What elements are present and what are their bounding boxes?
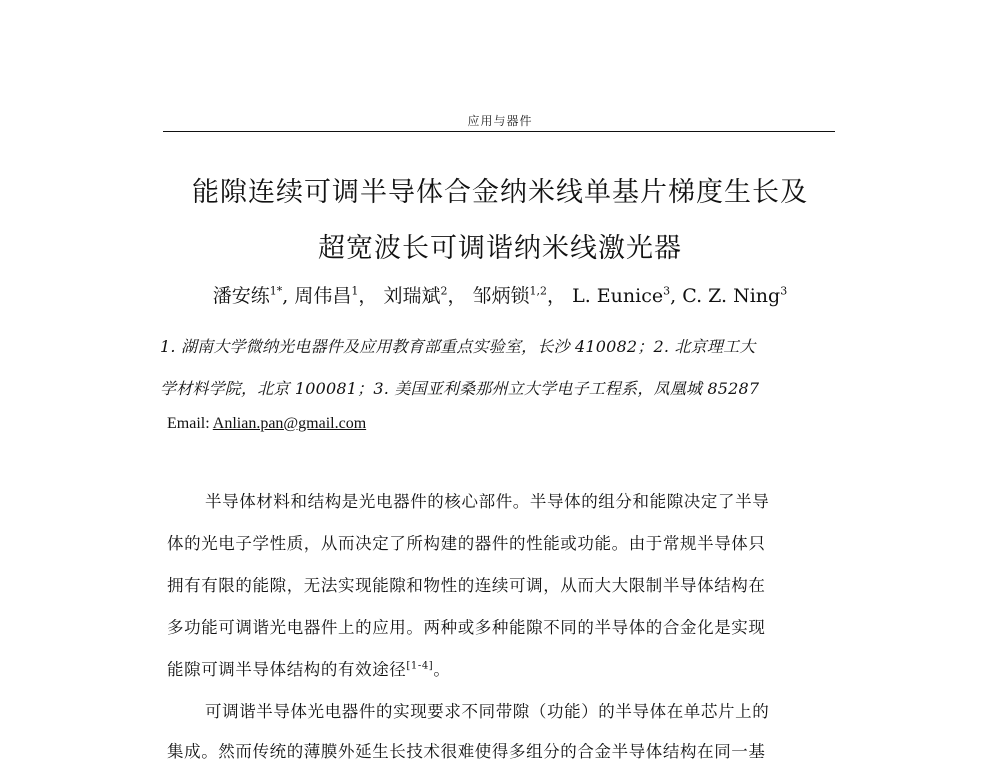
- author-affil-mark: 1*: [269, 284, 283, 298]
- email-line: [167, 415, 366, 433]
- author-name: 周伟昌: [294, 285, 352, 307]
- author-name: 刘瑞斌: [383, 285, 441, 307]
- body-text: 能隙可调半导体结构的有效途径: [167, 660, 407, 679]
- title-line-2: 超宽波长可调谐纳米线激光器: [318, 233, 682, 264]
- citation-ref: [1-4]: [406, 660, 434, 672]
- author-name: 潘安练: [212, 285, 270, 307]
- author-affil-mark: 3: [780, 284, 788, 298]
- body-line: 集成。然而传统的薄膜外延生长技术很难使得多组分的合金半导体结构在同一基: [167, 742, 766, 761]
- body-line: 可调谐半导体光电器件的实现要求不同带隙（功能）的半导体在单芯片上的: [205, 702, 770, 721]
- author-separator: ，: [447, 285, 467, 307]
- section-header: 应用与器件: [467, 114, 533, 128]
- author-list: [0, 281, 1000, 308]
- body-line: 体的光电子学性质，从而决定了所构建的器件的性能或功能。由于常规半导体只: [167, 534, 766, 553]
- affiliation-line-1: 1. 湖南大学微纳光电器件及应用教育部重点实验室，长沙 410082；2. 北京理工大: [160, 337, 756, 356]
- email-label: Email:: [167, 415, 213, 432]
- author-affil-mark: 3: [663, 284, 671, 298]
- author-separator: ，: [547, 285, 567, 307]
- author-affil-mark: 1: [351, 284, 359, 298]
- body-line: 拥有有限的能隙，无法实现能隙和物性的连续可调，从而大大限制半导体结构在: [167, 576, 766, 595]
- author-name: C. Z. Ning: [682, 285, 781, 307]
- email-link[interactable]: Anlian.pan@gmail.com: [212, 415, 367, 432]
- author-affil-mark: 1,2: [529, 284, 548, 298]
- author-affil-mark: 2: [440, 284, 448, 298]
- body-text: 。: [433, 660, 451, 679]
- body-line: [167, 656, 837, 680]
- title-line-1: 能隙连续可调半导体合金纳米线单基片梯度生长及: [192, 177, 808, 208]
- header-rule: [163, 131, 835, 132]
- body-line: 半导体材料和结构是光电器件的核心部件。半导体的组分和能隙决定了半导: [205, 492, 770, 511]
- affiliation-line-2: 学材料学院，北京 100081；3. 美国亚利桑那州立大学电子工程系，凤凰城 85287: [160, 379, 760, 398]
- author-separator: ,: [670, 285, 683, 307]
- author-separator: ，: [358, 285, 378, 307]
- author-name: L. Eunice: [572, 285, 664, 307]
- author-name: 邹炳锁: [472, 285, 530, 307]
- body-line: 多功能可调谐光电器件上的应用。两种或多种能隙不同的半导体的合金化是实现: [167, 618, 766, 637]
- author-separator: ,: [282, 285, 289, 307]
